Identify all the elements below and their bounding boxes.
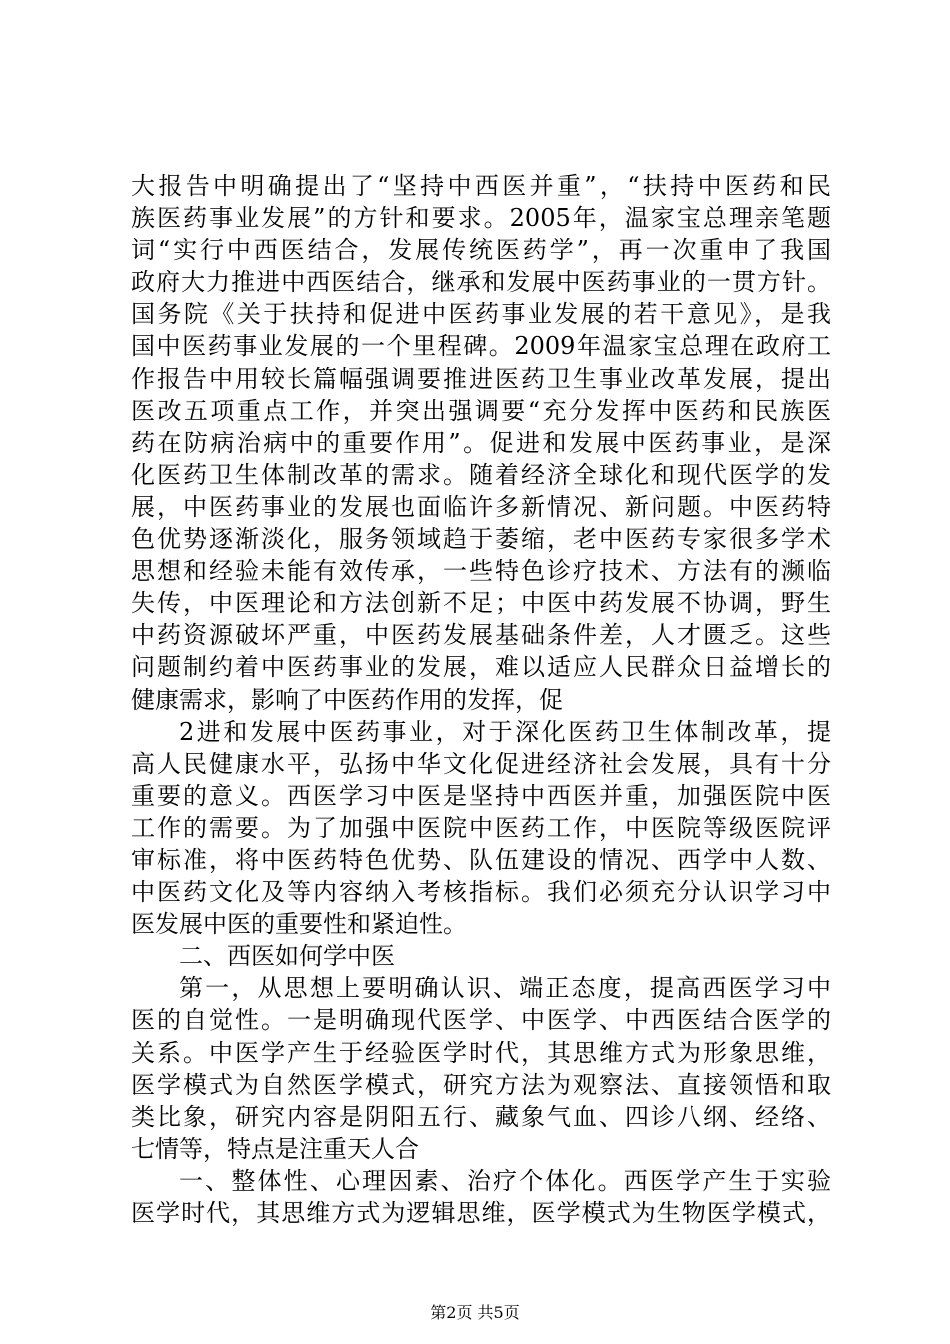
text-line: 第一，从思想上要明确认识、端正态度，提高西医学习中: [179, 974, 831, 1003]
text-line: 七情等，特点是注重天人合: [131, 1134, 419, 1163]
text-line: 中医药文化及等内容纳入考核指标。我们必须充分认识学习中: [131, 878, 831, 907]
text-line: 词“实行中西医结合，发展传统医药学”，再一次重申了我国: [131, 236, 831, 265]
text-line: 高人民健康水平，弘扬中华文化促进经济社会发展，具有十分: [131, 749, 831, 778]
text-line: 失传，中医理论和方法创新不足；中医中药发展不协调，野生: [131, 589, 831, 618]
text-line: 关系。中医学产生于经验医学时代，其思维方式为形象思维，: [131, 1038, 831, 1067]
text-line: 医学模式为自然医学模式，研究方法为观察法、直接领悟和取: [131, 1070, 831, 1099]
text-line: 健康需求，影响了中医药作用的发挥，促: [131, 685, 563, 714]
text-line: 化医药卫生体制改革的需求。随着经济全球化和现代医学的发: [131, 460, 831, 489]
text-line: 2进和发展中医药事业，对于深化医药卫生体制改革，提: [179, 717, 831, 746]
text-line: 族医药事业发展”的方针和要求。2005年，温家宝总理亲笔题: [131, 204, 831, 233]
text-line: 药在防病治病中的重要作用”。促进和发展中医药事业，是深: [131, 428, 831, 457]
text-line: 重要的意义。西医学习中医是坚持中西医并重，加强医院中医: [131, 781, 831, 810]
text-line: 政府大力推进中西医结合，继承和发展中医药事业的一贯方针。: [131, 268, 831, 297]
document-body: [131, 170, 831, 1229]
text-line: 医学时代，其思维方式为逻辑思维，医学模式为生物医学模式，: [131, 1199, 831, 1227]
text-line: 审标准，将中医药特色优势、队伍建设的情况、西学中人数、: [131, 845, 831, 874]
text-line: 问题制约着中医药事业的发展，难以适应人民群众日益增长的: [131, 653, 831, 682]
text-line: 工作的需要。为了加强中医院中医药工作，中医院等级医院评: [131, 813, 831, 842]
text-line: 医改五项重点工作，并突出强调要“充分发挥中医药和民族医: [131, 396, 831, 425]
text-line: 色优势逐渐淡化，服务领域趋于萎缩，老中医药专家很多学术: [131, 525, 831, 554]
text-line: 大报告中明确提出了“坚持中西医并重”，“扶持中医药和民: [131, 172, 831, 200]
page-footer: 第2页 共5页: [430, 1303, 520, 1322]
text-line: 中药资源破坏严重，中医药发展基础条件差，人才匮乏。这些: [131, 621, 831, 650]
text-line: 思想和经验未能有效传承，一些特色诊疗技术、方法有的濒临: [131, 557, 831, 586]
text-line: 一、整体性、心理因素、治疗个体化。西医学产生于实验: [179, 1166, 831, 1195]
text-line: 展，中医药事业的发展也面临许多新情况、新问题。中医药特: [131, 492, 831, 521]
text-line: 作报告中用较长篇幅强调要推进医药卫生事业改革发展，提出: [131, 364, 831, 393]
text-line: 国务院《关于扶持和促进中医药事业发展的若干意见》，是我: [131, 300, 831, 329]
text-line: 医发展中医的重要性和紧迫性。: [131, 910, 467, 939]
text-line: 国中医药事业发展的一个里程碑。2009年温家宝总理在政府工: [131, 332, 831, 361]
text-line: 类比象，研究内容是阴阳五行、藏象气血、四诊八纲、经络、: [131, 1102, 831, 1131]
text-line: 二、西医如何学中医: [179, 942, 395, 971]
text-line: 医的自觉性。一是明确现代医学、中医学、中西医结合医学的: [131, 1006, 831, 1035]
